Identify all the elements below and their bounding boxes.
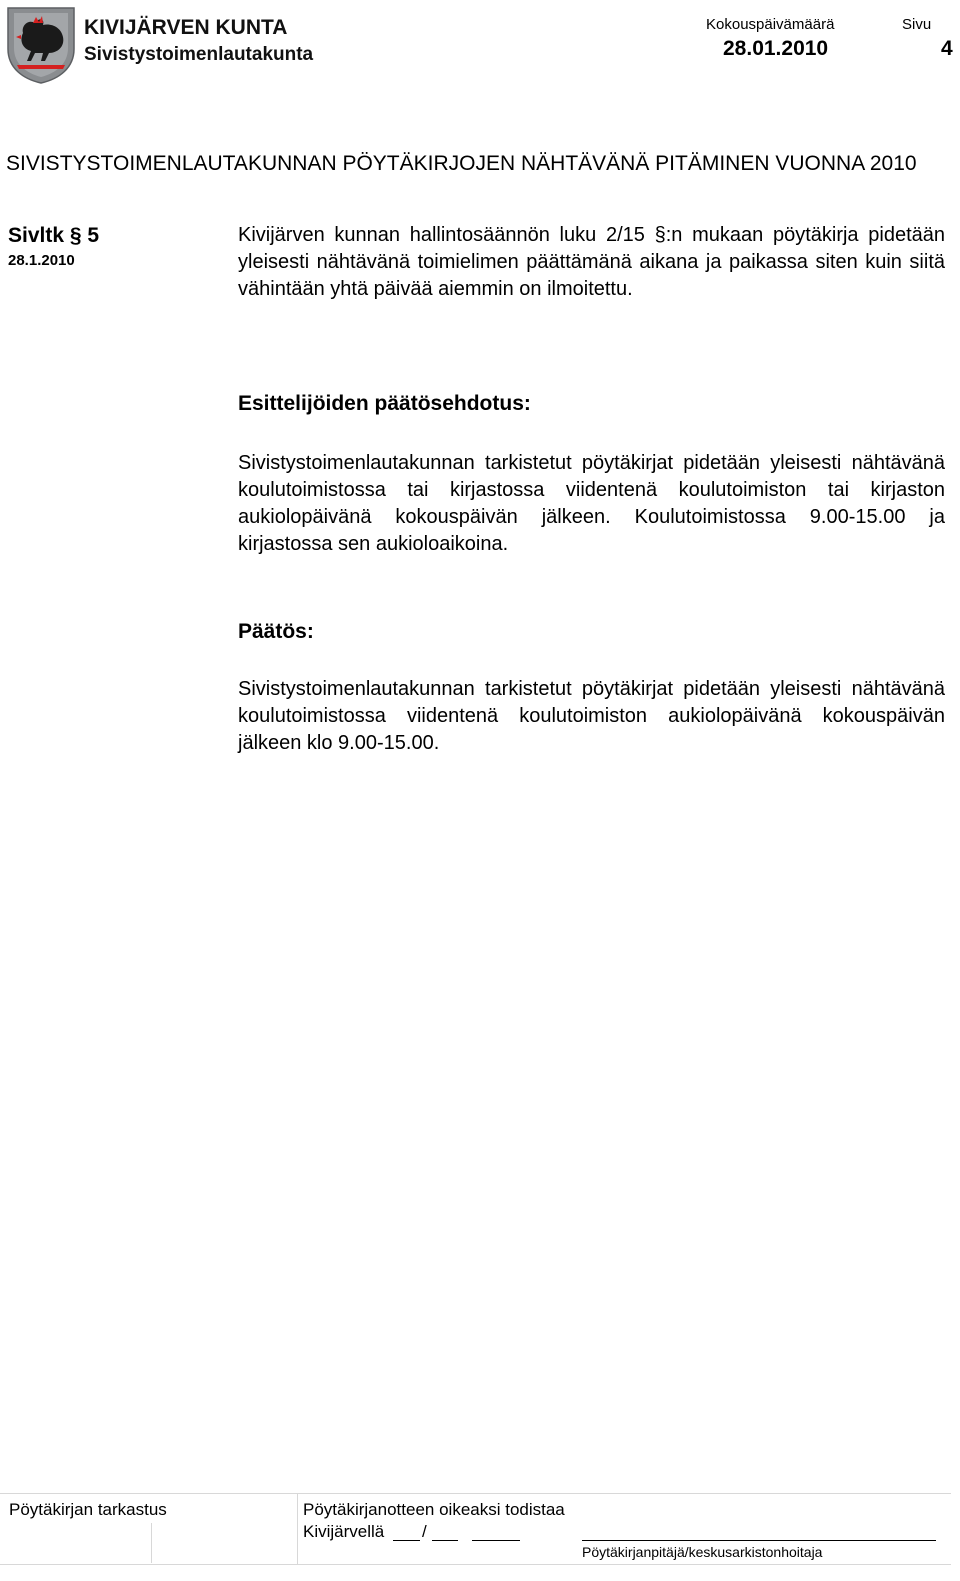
date-separator: / [422,1522,427,1541]
minutes-check-label: Pöytäkirjan tarkastus [9,1500,167,1519]
document-title: SIVISTYSTOIMENLAUTAKUNNAN PÖYTÄKIRJOJEN NÄHTÄVÄNÄ PITÄMINEN VUONNA 2010 [6,152,917,175]
meeting-date-label: Kokouspäivämäärä [706,16,835,33]
board-name: Sivistystoimenlautakunta [84,44,314,65]
signature-footer [0,1493,951,1565]
month-blank-line [432,1540,458,1541]
place-label: Kivijärvellä [303,1522,385,1541]
signature-line [582,1540,936,1541]
intro-paragraph: Kivijärven kunnan hallintosäännön luku 2/15 §:n mukaan pöytäkirja pidetään yleisesti nähtävänä toimielimen päättämänä aikana ja paikassa siten kuin siitä vähintään yhtä päivää aiemmin on ilmoitettu. [238,224,945,300]
true-copy-label: Pöytäkirjanotteen oikeaksi todistaa [303,1500,565,1519]
section-date: 28.1.2010 [8,252,75,269]
municipality-name: KIVIJÄRVEN KUNTA [84,16,288,39]
day-blank-line [393,1540,420,1541]
proposal-heading: Esittelijöiden päätösehdotus: [238,392,531,415]
signer-role-label: Pöytäkirjanpitäjä/keskusarkistonhoitaja [582,1544,823,1560]
proposal-paragraph: Sivistystoimenlautakunnan tarkistetut pöytäkirjat pidetään yleisesti nähtävänä koulutoimistossa tai kirjastossa viidentenä koulutoimiston tai kirjaston aukiolopäivänä kokouspäivän jälkeen. Koulutoimistossa 9.00-15.00 ja kirjastossa sen aukioloaikoina. [238,452,945,555]
decision-paragraph: Sivistystoimenlautakunnan tarkistetut pöytäkirjat pidetään yleisesti nähtävänä koulutoimistossa viidentenä koulutoimiston aukiolopäivänä kokouspäivän jälkeen klo 9.00-15.00. [238,678,945,754]
meeting-date: 28.01.2010 [723,37,829,60]
footer-divider [297,1493,298,1565]
footer-divider [151,1523,152,1563]
section-reference: Sivltk § 5 [8,224,100,247]
coat-of-arms-icon [5,5,77,85]
organization-header [84,14,313,68]
decision-heading: Päätös: [238,620,314,643]
page-number: 4 [941,37,953,60]
page-label: Sivu [902,16,932,33]
year-blank-line [472,1540,520,1541]
